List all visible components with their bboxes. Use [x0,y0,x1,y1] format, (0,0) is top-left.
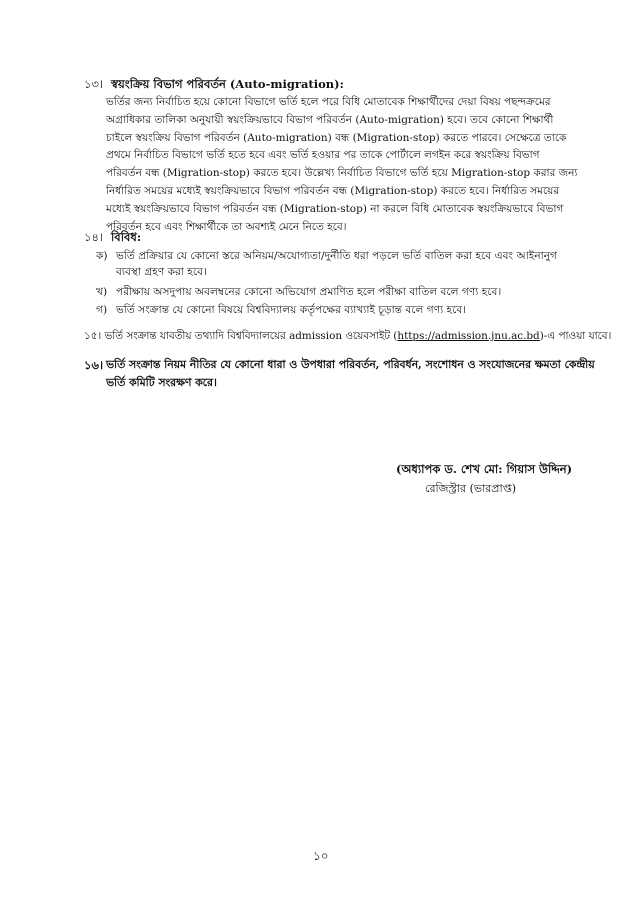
section-13-line: পরিবর্তন বন্ধ (Migration-stop) করতে হবে। উল্লেখ্য নির্বাচিত বিভাগে ভর্তি হয়ে Migration-stop করার জন্য [106,167,578,180]
section-16-line1: ভর্তি সংক্রান্ত নিয়ম নীতির যে কোনো ধারা ও উপধারা পরিবর্তন, পরিবর্ধন, সংশোধন ও সংযোজনের ক্ষমতা কেন্দ্রীয় [106,358,595,371]
section-14-number: ১৪। [84,230,104,244]
section-15 [84,328,612,344]
section-15-text-after: )-এ পাওয়া যাবে। [539,330,612,342]
section-13-line: মধ্যেই স্বয়ংক্রিয়ভাবে বিভাগ পরিবর্তন বন্ধ (Migration-stop) না করলে বিধি মোতাবেক স্বয়ংক্রিয়ভাবে বিভাগ [106,202,564,215]
item-ga-line1: ভর্তি সংক্রান্ত যে কোনো বিষয়ে বিশ্ববিদ্যালয় কর্তৃপক্ষের ব্যাখ্যাই চূড়ান্ত বলে গণ্য হবে। [116,304,467,316]
section-14-title: বিবিধ: [111,230,142,244]
section-13-body [106,94,578,236]
admission-website-link[interactable]: https://admission.jnu.ac.bd [397,330,540,342]
item-ga-marker: গ) [96,304,108,316]
section-16-line2: ভর্তি কমিটি সংরক্ষণ করে। [106,376,217,389]
section-16-number: ১৬। [84,358,104,372]
signatory-name: (অধ্যাপক ড. শেখ মো: গিয়াস উদ্দিন) [396,462,573,476]
section-13-line: পরিবর্তন হবে এবং শিক্ষার্থীকে তা অবশ্যই মেনে নিতে হবে। [106,220,347,233]
section-15-text-before: ভর্তি সংক্রান্ত যাবতীয় তথ্যাদি বিশ্ববিদ্যালয়ের admission ওয়েবসাইট ( [104,330,398,342]
item-ka-line2: ব্যবস্থা গ্রহণ করা হবে। [116,266,207,278]
section-15-number: ১৫। [84,330,102,342]
section-13-line: নির্ধারিত সময়ের মধ্যেই স্বয়ংক্রিয়ভাবে বিভাগ পরিবর্তন বন্ধ (Migration-stop) করতে হবে। নির্ধারিত সময়ের [106,184,560,197]
section-13-line: ভর্তির জন্য নির্বাচিত হয়ে কোনো বিভাগে ভর্তি হলে পরে বিধি মোতাবেক শিক্ষার্থীদের দেয়া বিষয় পছন্দক্রমের [106,96,551,108]
section-13-number: ১৩। [84,77,104,91]
page-number: ১০ [313,849,329,863]
section-13-line: অগ্রাধিকার তালিকা অনুযায়ী স্বয়ংক্রিয়ভাবে বিভাগ পরিবর্তন (Auto-migration) হবে। তবে কোনো শিক্ষার্থী [106,113,554,126]
item-ka-line1: ভর্তি প্রক্রিয়ার যে কোনো স্তরে অনিয়ম/অযোগ্যতা/দুর্নীতি ধরা পড়লে ভর্তি বাতিল করা হবে এবং আইনানুগ [116,250,557,262]
signatory-title: রেজিস্ট্রার (ভারপ্রাপ্ত) [425,482,517,495]
section-13-title: স্বয়ংক্রিয় বিভাগ পরিবর্তন (Auto-migration): [111,77,344,91]
item-kha-line1: পরীক্ষায় অসদুপায় অবলম্বনের কোনো অভিযোগ প্রমাণিত হলে পরীক্ষা বাতিল বলে গণ্য হবে। [116,286,502,298]
section-13-line: প্রথমে নির্বাচিত বিভাগে ভর্তি হতে হবে এবং ভর্তি হওয়ার পর তাকে পোর্টালে লগইন করে স্বয়ংক্রিয় বিভাগ [106,149,540,162]
item-kha-marker: খ) [96,286,108,298]
item-ka-marker: ক) [96,250,108,262]
section-13-line: চাইলে স্বয়ংক্রিয় বিভাগ পরিবর্তন (Auto-migration) বন্ধ (Migration-stop) করতে পারবে। সেক্ষেত্রে তাকে [106,131,567,144]
